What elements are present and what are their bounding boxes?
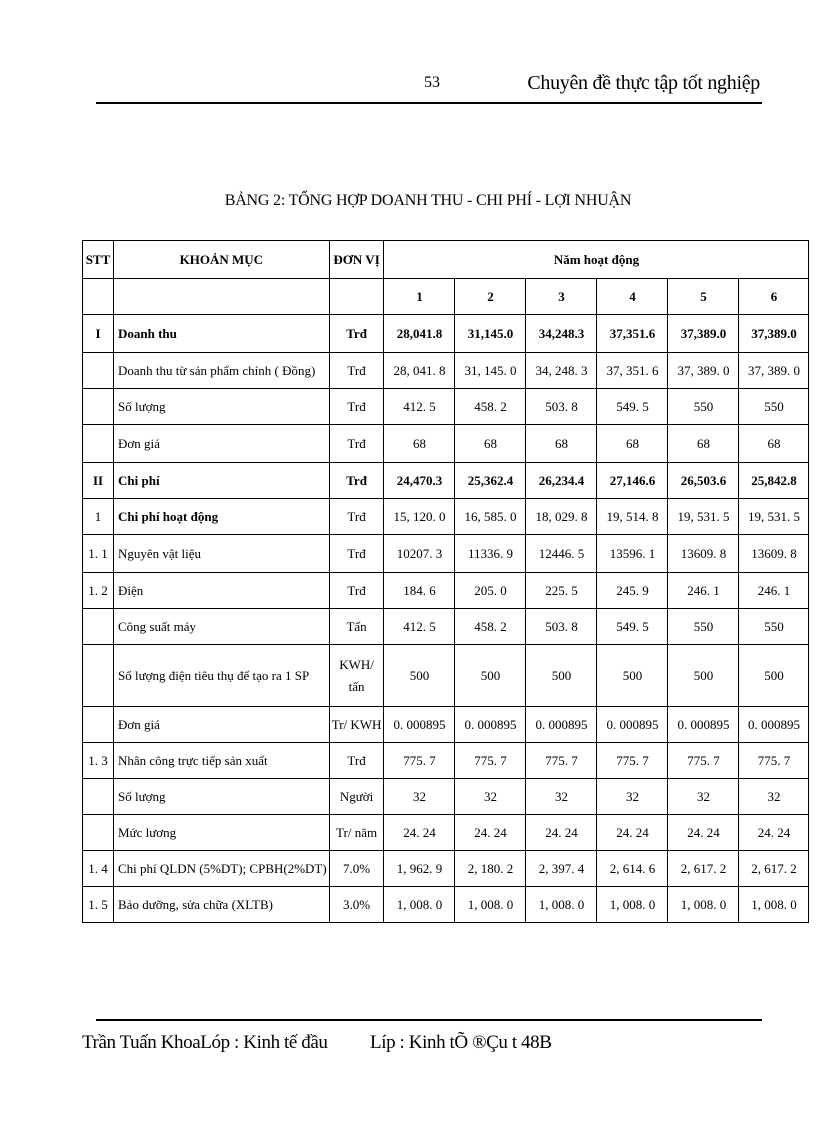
- row-unit: Trđ: [329, 743, 384, 779]
- header-stt: STT: [83, 241, 114, 279]
- row-value: 205. 0: [455, 573, 526, 609]
- year-header: 6: [739, 279, 809, 315]
- row-value: 500: [526, 645, 597, 707]
- row-stt: 1. 2: [83, 573, 114, 609]
- row-stt: [83, 779, 114, 815]
- row-value: 24,470.3: [384, 463, 455, 499]
- row-value: 550: [739, 609, 809, 645]
- row-unit-line2: tấn: [348, 678, 365, 694]
- table-row: [83, 535, 809, 573]
- row-unit: Trđ: [329, 573, 384, 609]
- row-value: 775. 7: [597, 743, 668, 779]
- year-header: 5: [668, 279, 739, 315]
- row-value: 37, 389. 0: [668, 353, 739, 389]
- row-value: 0. 000895: [526, 707, 597, 743]
- row-value: 2, 617. 2: [739, 851, 809, 887]
- row-value: 18, 029. 8: [526, 499, 597, 535]
- row-value: 13609. 8: [739, 535, 809, 573]
- row-value: 34,248.3: [526, 315, 597, 353]
- row-value: 31, 145. 0: [455, 353, 526, 389]
- table-header-row: [83, 241, 809, 279]
- row-value: 503. 8: [526, 609, 597, 645]
- row-value: 1, 008. 0: [526, 887, 597, 923]
- row-value: 32: [384, 779, 455, 815]
- row-value: 1, 008. 0: [739, 887, 809, 923]
- year-header: 2: [455, 279, 526, 315]
- table-row: [83, 645, 809, 707]
- row-value: 1, 962. 9: [384, 851, 455, 887]
- row-value: 26,503.6: [668, 463, 739, 499]
- row-value: 68: [455, 425, 526, 463]
- header-divider: [96, 102, 762, 104]
- row-value: 2, 617. 2: [668, 851, 739, 887]
- row-item: Doanh thu từ sản phẩm chính ( Đồng): [114, 353, 330, 389]
- row-item: Số lượng: [114, 779, 330, 815]
- row-unit: Trđ: [329, 499, 384, 535]
- financial-summary-table: [82, 240, 809, 923]
- row-value: 412. 5: [384, 389, 455, 425]
- row-item: Điện: [114, 573, 330, 609]
- row-value: 775. 7: [526, 743, 597, 779]
- row-stt: [83, 389, 114, 425]
- row-stt: 1. 3: [83, 743, 114, 779]
- row-value: 37,351.6: [597, 315, 668, 353]
- row-value: 0. 000895: [597, 707, 668, 743]
- row-item: Chi phí QLDN (5%DT); CPBH(2%DT): [114, 851, 330, 887]
- table-row: [83, 425, 809, 463]
- row-value: 27,146.6: [597, 463, 668, 499]
- table-row: [83, 779, 809, 815]
- row-value: 24. 24: [384, 815, 455, 851]
- row-stt: [83, 645, 114, 707]
- row-value: 550: [668, 389, 739, 425]
- table-row: [83, 353, 809, 389]
- row-unit: [329, 645, 384, 707]
- row-value: 500: [597, 645, 668, 707]
- row-value: 503. 8: [526, 389, 597, 425]
- row-value: 500: [668, 645, 739, 707]
- row-stt: 1. 4: [83, 851, 114, 887]
- row-value: 550: [739, 389, 809, 425]
- header-unit: ĐƠN VỊ: [329, 241, 384, 279]
- table-row: [83, 389, 809, 425]
- row-value: 19, 531. 5: [739, 499, 809, 535]
- row-value: 28,041.8: [384, 315, 455, 353]
- row-value: 16, 585. 0: [455, 499, 526, 535]
- row-item: Đơn giá: [114, 707, 330, 743]
- row-value: 246. 1: [668, 573, 739, 609]
- row-value: 0. 000895: [455, 707, 526, 743]
- table-year-row: [83, 279, 809, 315]
- row-value: 37,389.0: [739, 315, 809, 353]
- row-value: 68: [526, 425, 597, 463]
- row-unit: Trđ: [329, 389, 384, 425]
- row-value: 68: [597, 425, 668, 463]
- table-row: [83, 851, 809, 887]
- row-value: 1, 008. 0: [668, 887, 739, 923]
- row-value: 184. 6: [384, 573, 455, 609]
- row-value: 24. 24: [597, 815, 668, 851]
- row-value: 68: [384, 425, 455, 463]
- row-value: 0. 000895: [384, 707, 455, 743]
- row-value: 31,145.0: [455, 315, 526, 353]
- row-unit: Tr/ năm: [329, 815, 384, 851]
- table-row: [83, 743, 809, 779]
- table-row: [83, 463, 809, 499]
- row-value: 775. 7: [668, 743, 739, 779]
- row-unit: Người: [329, 779, 384, 815]
- row-value: 549. 5: [597, 389, 668, 425]
- row-item: Mức lương: [114, 815, 330, 851]
- year-header: 1: [384, 279, 455, 315]
- row-unit: Trđ: [329, 425, 384, 463]
- row-stt: [83, 353, 114, 389]
- row-value: 549. 5: [597, 609, 668, 645]
- row-value: 245. 9: [597, 573, 668, 609]
- row-unit: Tr/ KWH: [329, 707, 384, 743]
- row-value: 10207. 3: [384, 535, 455, 573]
- row-value: 775. 7: [384, 743, 455, 779]
- row-item: Đơn giá: [114, 425, 330, 463]
- table-row: [83, 887, 809, 923]
- row-value: 458. 2: [455, 609, 526, 645]
- row-unit: 7.0%: [329, 851, 384, 887]
- table-row: [83, 499, 809, 535]
- row-value: 775. 7: [455, 743, 526, 779]
- row-unit: Trđ: [329, 535, 384, 573]
- row-value: 500: [384, 645, 455, 707]
- page-number: 53: [424, 74, 440, 91]
- row-item: Doanh thu: [114, 315, 330, 353]
- row-stt: 1. 5: [83, 887, 114, 923]
- row-value: 24. 24: [739, 815, 809, 851]
- footer-author: Trần Tuấn KhoaLóp : Kinh tế đầu: [82, 1032, 328, 1053]
- row-stt: 1. 1: [83, 535, 114, 573]
- row-value: 19, 531. 5: [668, 499, 739, 535]
- row-stt: [83, 609, 114, 645]
- row-value: 32: [597, 779, 668, 815]
- row-value: 25,362.4: [455, 463, 526, 499]
- row-unit: Trđ: [329, 463, 384, 499]
- row-value: 2, 397. 4: [526, 851, 597, 887]
- row-item: Chi phí hoạt động: [114, 499, 330, 535]
- row-value: 68: [739, 425, 809, 463]
- row-unit: Trđ: [329, 353, 384, 389]
- row-value: 37,389.0: [668, 315, 739, 353]
- footer-class: Líp : Kinh tÕ ®Çu t 48B: [370, 1032, 552, 1053]
- empty-cell: [329, 279, 384, 315]
- row-value: 2, 614. 6: [597, 851, 668, 887]
- table-row: [83, 315, 809, 353]
- row-value: 500: [739, 645, 809, 707]
- header-years-group: Năm hoạt động: [384, 241, 809, 279]
- row-value: 32: [668, 779, 739, 815]
- row-value: 34, 248. 3: [526, 353, 597, 389]
- row-stt: [83, 425, 114, 463]
- table-title: BẢNG 2: TỔNG HỢP DOANH THU - CHI PHÍ - LỢI NHUẬN: [224, 192, 632, 209]
- row-unit-line1: KWH/: [339, 656, 374, 672]
- row-value: 68: [668, 425, 739, 463]
- year-header: 3: [526, 279, 597, 315]
- row-value: 19, 514. 8: [597, 499, 668, 535]
- row-value: 37, 389. 0: [739, 353, 809, 389]
- row-value: 12446. 5: [526, 535, 597, 573]
- row-value: 24. 24: [668, 815, 739, 851]
- row-value: 37, 351. 6: [597, 353, 668, 389]
- row-value: 246. 1: [739, 573, 809, 609]
- row-value: 1, 008. 0: [384, 887, 455, 923]
- row-item: Bảo dưỡng, sửa chữa (XLTB): [114, 887, 330, 923]
- row-value: 15, 120. 0: [384, 499, 455, 535]
- row-value: 26,234.4: [526, 463, 597, 499]
- row-value: 13609. 8: [668, 535, 739, 573]
- empty-cell: [83, 279, 114, 315]
- row-item: Số lượng điện tiêu thụ để tạo ra 1 SP: [114, 645, 330, 707]
- row-value: 25,842.8: [739, 463, 809, 499]
- row-value: 550: [668, 609, 739, 645]
- row-value: 225. 5: [526, 573, 597, 609]
- row-item: Nhân công trực tiếp sản xuất: [114, 743, 330, 779]
- year-header: 4: [597, 279, 668, 315]
- row-value: 1, 008. 0: [597, 887, 668, 923]
- row-stt: [83, 815, 114, 851]
- row-value: 1, 008. 0: [455, 887, 526, 923]
- row-value: 458. 2: [455, 389, 526, 425]
- row-item: Chi phí: [114, 463, 330, 499]
- row-unit: Trđ: [329, 315, 384, 353]
- row-value: 2, 180. 2: [455, 851, 526, 887]
- row-value: 11336. 9: [455, 535, 526, 573]
- table-row: [83, 609, 809, 645]
- row-unit: 3.0%: [329, 887, 384, 923]
- table-row: [83, 707, 809, 743]
- header-item: KHOẢN MỤC: [114, 241, 330, 279]
- row-unit: Tấn: [329, 609, 384, 645]
- row-value: 32: [455, 779, 526, 815]
- empty-cell: [114, 279, 330, 315]
- row-stt: I: [83, 315, 114, 353]
- row-value: 13596. 1: [597, 535, 668, 573]
- row-value: 28, 041. 8: [384, 353, 455, 389]
- row-stt: 1: [83, 499, 114, 535]
- row-item: Số lượng: [114, 389, 330, 425]
- row-value: 0. 000895: [739, 707, 809, 743]
- table-row: [83, 815, 809, 851]
- row-item: Công suất máy: [114, 609, 330, 645]
- row-value: 500: [455, 645, 526, 707]
- row-stt: [83, 707, 114, 743]
- row-value: 0. 000895: [668, 707, 739, 743]
- row-value: 412. 5: [384, 609, 455, 645]
- row-value: 775. 7: [739, 743, 809, 779]
- row-value: 32: [739, 779, 809, 815]
- row-stt: II: [83, 463, 114, 499]
- header-title: Chuyên đề thực tập tốt nghiệp: [527, 72, 760, 94]
- row-item: Nguyên vật liệu: [114, 535, 330, 573]
- row-value: 24. 24: [526, 815, 597, 851]
- table-row: [83, 573, 809, 609]
- row-value: 24. 24: [455, 815, 526, 851]
- footer-divider: [96, 1019, 762, 1021]
- row-value: 32: [526, 779, 597, 815]
